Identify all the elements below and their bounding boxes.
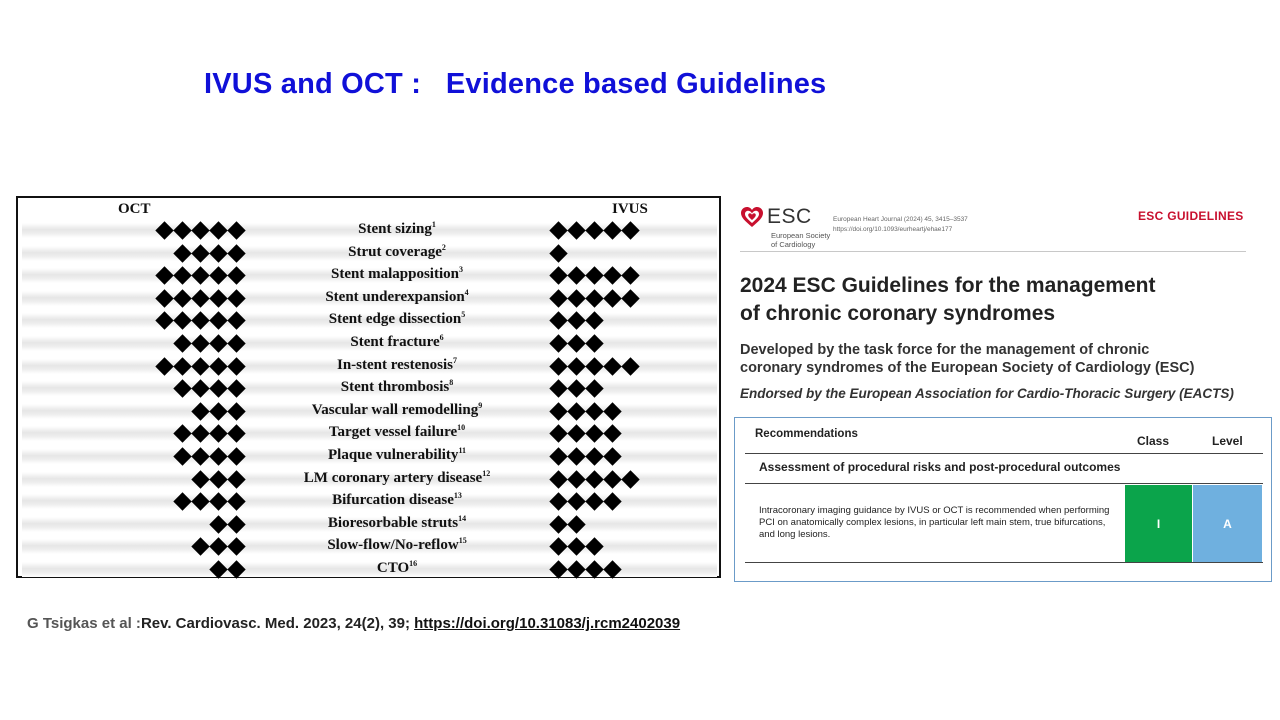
diamond-icon	[209, 244, 229, 264]
diamond-icon	[585, 470, 605, 490]
diamond-icon	[585, 492, 605, 512]
diamond-icon	[155, 266, 175, 286]
diamond-icon	[227, 357, 247, 377]
ivus-rating	[549, 402, 621, 422]
comparison-row	[22, 558, 717, 581]
oct-rating	[191, 402, 245, 422]
row-reference: 8	[449, 378, 454, 388]
ivus-rating	[549, 560, 621, 580]
divider	[740, 251, 1246, 252]
diamond-icon	[549, 244, 569, 264]
row-reference: 9	[478, 400, 483, 410]
diamond-icon	[173, 221, 193, 241]
diamond-icon	[549, 221, 569, 241]
citation-author: G Tsigkas et al :	[27, 615, 141, 632]
ivus-rating	[549, 311, 603, 331]
guideline-title-line2: of chronic coronary syndromes	[740, 302, 1056, 325]
diamond-icon	[227, 244, 247, 264]
diamond-icon	[549, 357, 569, 377]
diamond-icon	[603, 266, 623, 286]
row-label-text: In-stent restenosis	[337, 356, 453, 373]
row-reference: 13	[453, 491, 462, 501]
row-label	[252, 560, 542, 577]
diamond-icon	[173, 334, 193, 354]
recommendation-text: Intracoronary imaging guidance by IVUS or OCT is recommended when performing PCI on anatomically complex lesions, in particular left main stem, true bifurcations, and long lesions.	[759, 505, 1110, 540]
diamond-icon	[549, 470, 569, 490]
row-reference: 7	[452, 355, 457, 365]
row-reference: 10	[457, 423, 466, 433]
row-label	[252, 402, 542, 419]
diamond-icon	[227, 537, 247, 557]
citation	[27, 615, 680, 632]
esc-guidelines-badge: ESC GUIDELINES	[1138, 209, 1244, 223]
diamond-icon	[603, 402, 623, 422]
diamond-icon	[585, 289, 605, 309]
diamond-icon	[567, 447, 587, 467]
oct-rating	[173, 379, 245, 399]
diamond-icon	[585, 311, 605, 331]
diamond-icon	[209, 560, 229, 580]
diamond-icon	[155, 289, 175, 309]
diamond-icon	[191, 334, 211, 354]
diamond-icon	[549, 311, 569, 331]
diamond-icon	[227, 311, 247, 331]
row-label-text: Stent malapposition	[331, 266, 459, 283]
row-label-text: CTO	[376, 560, 410, 576]
diamond-icon	[549, 447, 569, 467]
diamond-icon	[603, 424, 623, 444]
row-label-text: Stent thrombosis	[340, 379, 450, 396]
diamond-icon	[549, 492, 569, 512]
diamond-icon	[209, 357, 229, 377]
guideline-title-line1: 2024 ESC Guidelines for the management	[740, 274, 1156, 297]
divider	[745, 483, 1263, 484]
oct-rating	[155, 357, 245, 377]
diamond-icon	[191, 424, 211, 444]
diamond-icon	[191, 492, 211, 512]
ivus-rating	[549, 357, 639, 377]
journal-citation: European Heart Journal (2024) 45, 3415–3537	[833, 216, 968, 223]
guideline-title	[740, 272, 1260, 328]
class-header: Class	[1137, 434, 1170, 448]
diamond-icon	[209, 470, 229, 490]
ivus-rating	[549, 447, 621, 467]
row-label	[252, 470, 542, 487]
diamond-icon	[567, 560, 587, 580]
esc-society-line2: of Cardiology	[771, 240, 816, 249]
diamond-icon	[549, 560, 569, 580]
diamond-icon	[549, 379, 569, 399]
ivus-rating	[549, 266, 639, 286]
diamond-icon	[603, 221, 623, 241]
oct-ivus-comparison-table	[16, 196, 721, 578]
diamond-icon	[621, 221, 641, 241]
row-label-text: Bifurcation disease	[332, 492, 454, 509]
diamond-icon	[227, 560, 247, 580]
diamond-icon	[173, 357, 193, 377]
row-label-text: Bioresorbable struts	[327, 514, 459, 531]
row-label	[252, 492, 542, 509]
oct-rating	[209, 560, 245, 580]
oct-rating	[173, 244, 245, 264]
row-label	[252, 357, 542, 374]
esc-logo-text: ESC	[767, 205, 812, 228]
ivus-rating	[549, 221, 639, 241]
diamond-icon	[191, 447, 211, 467]
diamond-icon	[621, 266, 641, 286]
ivus-column-header: IVUS	[612, 201, 648, 217]
diamond-icon	[173, 424, 193, 444]
ivus-rating	[549, 470, 639, 490]
row-label	[252, 266, 542, 283]
row-label-text: Stent edge dissection	[328, 311, 462, 328]
diamond-icon	[567, 492, 587, 512]
row-label-text: Plaque vulnerability	[328, 447, 459, 463]
esc-society-line1: European Society	[771, 231, 831, 240]
diamond-icon	[585, 424, 605, 444]
divider	[745, 562, 1263, 563]
oct-rating	[155, 266, 245, 286]
comparison-row	[22, 422, 717, 445]
diamond-icon	[567, 311, 587, 331]
class-value-cell: I	[1125, 485, 1192, 562]
diamond-icon	[191, 289, 211, 309]
oct-rating	[173, 447, 245, 467]
diamond-icon	[603, 560, 623, 580]
row-label	[252, 379, 542, 396]
diamond-icon	[227, 424, 247, 444]
ivus-rating	[549, 244, 567, 264]
row-label	[252, 221, 542, 238]
recommendations-header: Recommendations	[755, 428, 858, 440]
diamond-icon	[567, 379, 587, 399]
row-reference: 2	[441, 242, 446, 252]
comparison-row	[22, 513, 717, 536]
ivus-rating	[549, 289, 639, 309]
diamond-icon	[549, 402, 569, 422]
diamond-icon	[191, 379, 211, 399]
diamond-icon	[227, 266, 247, 286]
diamond-icon	[585, 221, 605, 241]
diamond-icon	[585, 537, 605, 557]
diamond-icon	[567, 334, 587, 354]
diamond-icon	[173, 311, 193, 331]
row-reference: 16	[409, 559, 418, 568]
diamond-icon	[603, 470, 623, 490]
comparison-row	[22, 468, 717, 491]
esc-guideline-header	[734, 196, 1270, 418]
divider	[745, 453, 1263, 454]
diamond-icon	[209, 424, 229, 444]
diamond-icon	[209, 266, 229, 286]
diamond-icon	[173, 379, 193, 399]
esc-society-name	[771, 231, 831, 249]
diamond-icon	[621, 357, 641, 377]
row-reference: 6	[439, 333, 444, 342]
comparison-row	[22, 400, 717, 423]
diamond-icon	[549, 289, 569, 309]
comparison-row	[22, 264, 717, 287]
citation-reference: Rev. Cardiovasc. Med. 2023, 24(2), 39;	[140, 615, 415, 632]
row-reference: 5	[461, 310, 466, 320]
guideline-subtitle	[740, 341, 1260, 377]
diamond-icon	[227, 447, 247, 467]
diamond-icon	[227, 221, 247, 241]
row-label	[252, 537, 542, 554]
diamond-icon	[585, 402, 605, 422]
diamond-icon	[191, 266, 211, 286]
diamond-icon	[155, 221, 175, 241]
diamond-icon	[567, 402, 587, 422]
oct-rating	[173, 424, 245, 444]
diamond-icon	[173, 266, 193, 286]
diamond-icon	[209, 537, 229, 557]
ivus-rating	[549, 334, 603, 354]
comparison-row	[22, 287, 717, 310]
row-label-text: Strut coverage	[348, 243, 442, 260]
guideline-subtitle-line2: coronary syndromes of the European Society of Cardiology (ESC)	[740, 360, 1195, 376]
oct-column-header: OCT	[118, 201, 151, 217]
diamond-icon	[227, 492, 247, 512]
diamond-icon	[209, 221, 229, 241]
row-reference: 15	[458, 536, 467, 546]
diamond-icon	[173, 492, 193, 512]
diamond-icon	[191, 311, 211, 331]
row-label	[252, 311, 542, 328]
row-label	[252, 244, 542, 261]
slide-title: IVUS and OCT : Evidence based Guidelines	[204, 68, 827, 100]
ivus-rating	[549, 379, 603, 399]
diamond-icon	[191, 357, 211, 377]
diamond-icon	[209, 447, 229, 467]
diamond-icon	[227, 470, 247, 490]
comparison-row	[22, 490, 717, 513]
diamond-icon	[209, 289, 229, 309]
diamond-icon	[173, 244, 193, 264]
diamond-icon	[549, 424, 569, 444]
diamond-icon	[567, 537, 587, 557]
diamond-icon	[549, 515, 569, 535]
diamond-icon	[227, 515, 247, 535]
diamond-icon	[603, 492, 623, 512]
row-label-text: Stent fracture	[350, 334, 440, 350]
row-label	[252, 424, 542, 441]
diamond-icon	[549, 334, 569, 354]
diamond-icon	[585, 447, 605, 467]
diamond-icon	[227, 379, 247, 399]
diamond-icon	[191, 402, 211, 422]
oct-rating	[155, 221, 245, 241]
journal-doi: https://doi.org/10.1093/eurheartj/ehae177	[833, 226, 953, 233]
ivus-rating	[549, 424, 621, 444]
level-header: Level	[1212, 434, 1243, 448]
diamond-icon	[567, 357, 587, 377]
recommendations-section: Assessment of procedural risks and post-procedural outcomes	[759, 460, 1121, 474]
diamond-icon	[603, 357, 623, 377]
diamond-icon	[585, 379, 605, 399]
ivus-rating	[549, 492, 621, 512]
comparison-row	[22, 332, 717, 355]
citation-doi-link[interactable]: https://doi.org/10.31083/j.rcm2402039	[414, 615, 681, 632]
oct-rating	[173, 492, 245, 512]
ivus-rating	[549, 515, 585, 535]
diamond-icon	[585, 334, 605, 354]
journal-info	[833, 215, 968, 235]
recommendations-table	[734, 417, 1272, 582]
diamond-icon	[191, 244, 211, 264]
diamond-icon	[621, 470, 641, 490]
diamond-icon	[209, 402, 229, 422]
row-label	[252, 515, 542, 532]
diamond-icon	[155, 357, 175, 377]
diamond-icon	[209, 334, 229, 354]
oct-rating	[191, 470, 245, 490]
row-label-text: Stent underexpansion	[325, 288, 465, 305]
diamond-icon	[603, 289, 623, 309]
row-label-text: Slow-flow/No-reflow	[327, 537, 459, 554]
comparison-row	[22, 535, 717, 558]
diamond-icon	[191, 470, 211, 490]
row-reference: 3	[458, 265, 463, 275]
row-label-text: Target vessel failure	[328, 424, 458, 441]
level-value-cell: A	[1193, 485, 1262, 562]
diamond-icon	[209, 492, 229, 512]
esc-logo	[740, 205, 831, 249]
diamond-icon	[209, 515, 229, 535]
comparison-header	[18, 201, 719, 221]
diamond-icon	[567, 289, 587, 309]
diamond-icon	[191, 537, 211, 557]
diamond-icon	[227, 334, 247, 354]
comparison-row	[22, 309, 717, 332]
guideline-subtitle-line1: Developed by the task force for the management of chronic	[740, 342, 1150, 358]
oct-rating	[155, 289, 245, 309]
row-reference: 12	[482, 468, 491, 478]
comparison-row	[22, 377, 717, 400]
diamond-icon	[621, 289, 641, 309]
oct-rating	[155, 311, 245, 331]
diamond-icon	[585, 266, 605, 286]
comparison-row	[22, 355, 717, 378]
row-label	[252, 334, 542, 351]
diamond-icon	[209, 379, 229, 399]
row-reference: 1	[431, 220, 436, 229]
diamond-icon	[549, 266, 569, 286]
diamond-icon	[209, 311, 229, 331]
endorsement-line: Endorsed by the European Association for Cardio-Thoracic Surgery (EACTS)	[740, 386, 1234, 401]
diamond-icon	[227, 402, 247, 422]
row-label-text: Vascular wall remodelling	[311, 401, 479, 418]
comparison-row	[22, 445, 717, 468]
diamond-icon	[585, 357, 605, 377]
comparison-row	[22, 219, 717, 242]
row-reference: 4	[464, 287, 469, 297]
diamond-icon	[549, 537, 569, 557]
ivus-rating	[549, 537, 603, 557]
row-label	[252, 447, 542, 464]
oct-rating	[173, 334, 245, 354]
diamond-icon	[155, 311, 175, 331]
row-label-text: Stent sizing	[358, 221, 432, 237]
diamond-icon	[191, 221, 211, 241]
diamond-icon	[227, 289, 247, 309]
oct-rating	[209, 515, 245, 535]
oct-rating	[191, 537, 245, 557]
diamond-icon	[603, 447, 623, 467]
diamond-icon	[585, 560, 605, 580]
diamond-icon	[567, 470, 587, 490]
row-label	[252, 289, 542, 306]
row-reference: 11	[458, 446, 466, 455]
row-reference: 14	[458, 513, 467, 523]
diamond-icon	[567, 221, 587, 241]
diamond-icon	[567, 266, 587, 286]
comparison-row	[22, 242, 717, 265]
row-label-text: LM coronary artery disease	[303, 469, 483, 486]
esc-heart-icon	[740, 206, 764, 228]
diamond-icon	[567, 515, 587, 535]
diamond-icon	[173, 289, 193, 309]
diamond-icon	[173, 447, 193, 467]
diamond-icon	[567, 424, 587, 444]
